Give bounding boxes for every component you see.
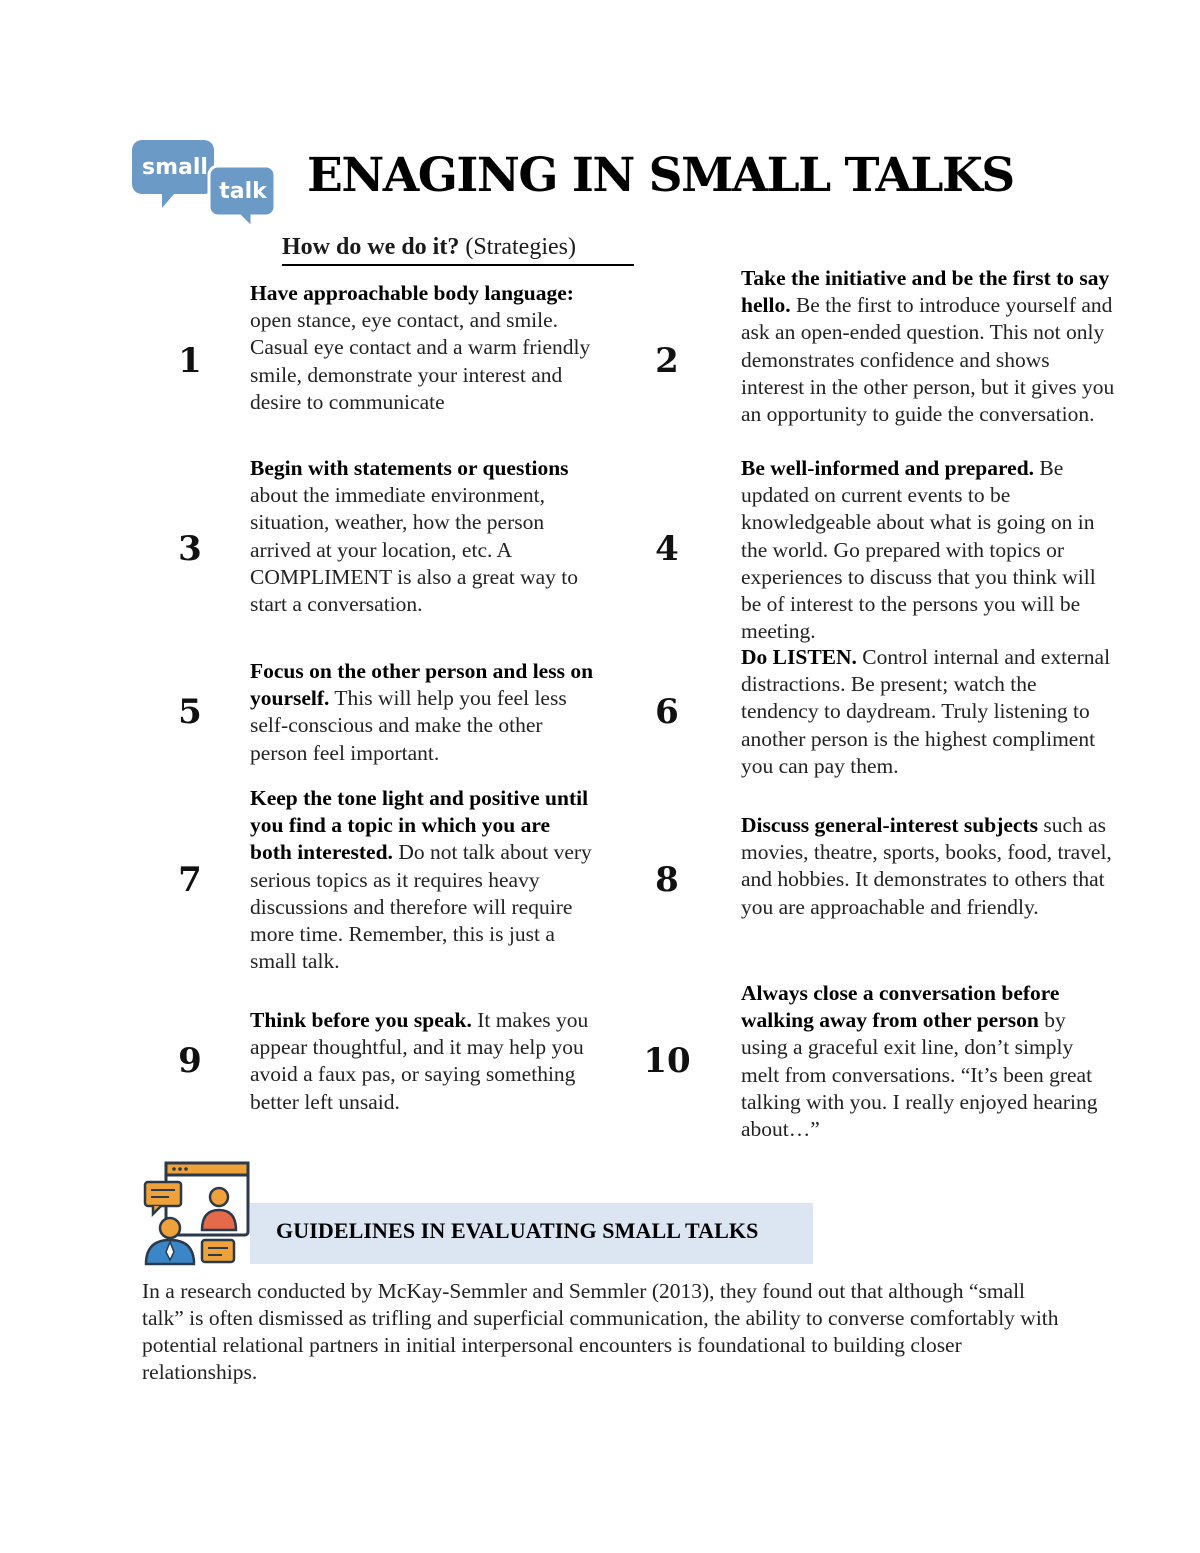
- strategy-body: Be updated on current events to be knowledgeable about what is going on in the world. Go prepared with topics or experiences to discuss that you think will be of interest to the persons you will be meeting.: [741, 456, 1096, 644]
- strategy-heading: Discuss general-interest subjects: [741, 813, 1038, 837]
- subtitle-strategies: (Strategies): [459, 234, 576, 260]
- strategy-number: 5: [178, 692, 202, 732]
- strategy-text: [741, 644, 1116, 780]
- strategy-heading: Think before you speak.: [250, 1008, 472, 1032]
- strategy-text: [250, 785, 596, 975]
- subtitle-question: How do we do it?: [282, 234, 460, 260]
- strategy-body: Be the first to introduce yourself and ask an open-ended question. This not only demonstrates confidence and shows interest in the other person, but it gives you an opportunity to guide the conversation.: [741, 293, 1115, 427]
- strategy-number: 8: [655, 860, 679, 900]
- strategy-heading: Have approachable body language:: [250, 281, 574, 305]
- strategy-number: 1: [178, 341, 202, 381]
- strategy-heading: Be well-informed and prepared.: [741, 456, 1035, 480]
- strategy-number: 3: [178, 529, 202, 569]
- strategy-text: [741, 265, 1116, 428]
- small-talk-logo: [130, 132, 285, 232]
- strategy-body: This will help you feel less self-conscious and make the other person feel important.: [250, 686, 567, 765]
- video-chat-icon: [140, 1160, 252, 1268]
- guidelines-title: GUIDELINES IN EVALUATING SMALL TALKS: [276, 1218, 759, 1243]
- strategy-heading: Do LISTEN.: [741, 645, 857, 669]
- strategy-heading: Take the initiative and be the first to say hello.: [741, 266, 1110, 318]
- strategy-text: [741, 812, 1116, 921]
- strategy-number: 7: [178, 860, 202, 900]
- strategy-text: [250, 658, 596, 767]
- strategy-text: [250, 280, 596, 416]
- strategy-text: [250, 1007, 596, 1116]
- strategy-number: 6: [655, 692, 679, 732]
- strategy-text: [741, 455, 1116, 645]
- logo-word-small: small: [142, 155, 208, 180]
- guidelines-paragraph: In a research conducted by McKay-Semmler and Semmler (2013), they found out that although “small talk” is often dismissed as trifling and superficial communication, the ability to converse comfortably with potential relational partners in initial interpersonal encounters is foundational to building closer relationships.: [142, 1279, 1059, 1384]
- strategy-number: 2: [655, 341, 679, 381]
- strategy-number: 10: [643, 1041, 691, 1081]
- strategy-heading: Focus on the other person and less on yourself.: [250, 659, 594, 711]
- strategy-text: [250, 455, 596, 618]
- strategies-subtitle: [282, 234, 634, 266]
- strategy-body: It makes you appear thoughtful, and it may help you avoid a faux pas, or saying something better left unsaid.: [250, 1008, 589, 1114]
- logo-word-talk: talk: [219, 179, 267, 204]
- strategy-number: 9: [178, 1041, 202, 1081]
- strategy-body: such as movies, theatre, sports, books, food, travel, and hobbies. It demonstrates to others that you are approachable and friendly.: [741, 813, 1112, 919]
- strategy-body: Control internal and external distractions. Be present; watch the tendency to daydream. Truly listening to another person is the highest compliment you can pay them.: [741, 645, 1111, 778]
- page-title: ENAGING IN SMALL TALKS: [307, 148, 1014, 203]
- strategy-body: about the immediate environment, situation, weather, how the person arrived at your location, etc. A COMPLIMENT is also a great way to start a conversation.: [250, 483, 579, 617]
- strategy-heading: Always close a conversation before walking away from other person: [741, 981, 1060, 1033]
- strategy-heading: Keep the tone light and positive until you find a topic in which you are both interested.: [250, 786, 589, 865]
- strategy-body: by using a graceful exit line, don’t simply melt from conversations. “It’s been great talking with you. I really enjoyed hearing about…”: [741, 1008, 1098, 1142]
- strategy-body: Do not talk about very serious topics as it requires heavy discussions and therefore will require more time. Remember, this is just a small talk.: [250, 840, 592, 974]
- strategy-text: [741, 980, 1116, 1143]
- strategy-heading: Begin with statements or questions: [250, 456, 569, 480]
- strategy-number: 4: [655, 529, 679, 569]
- strategy-body: open stance, eye contact, and smile. Casual eye contact and a warm friendly smile, demonstrate your interest and desire to communicate: [250, 308, 591, 414]
